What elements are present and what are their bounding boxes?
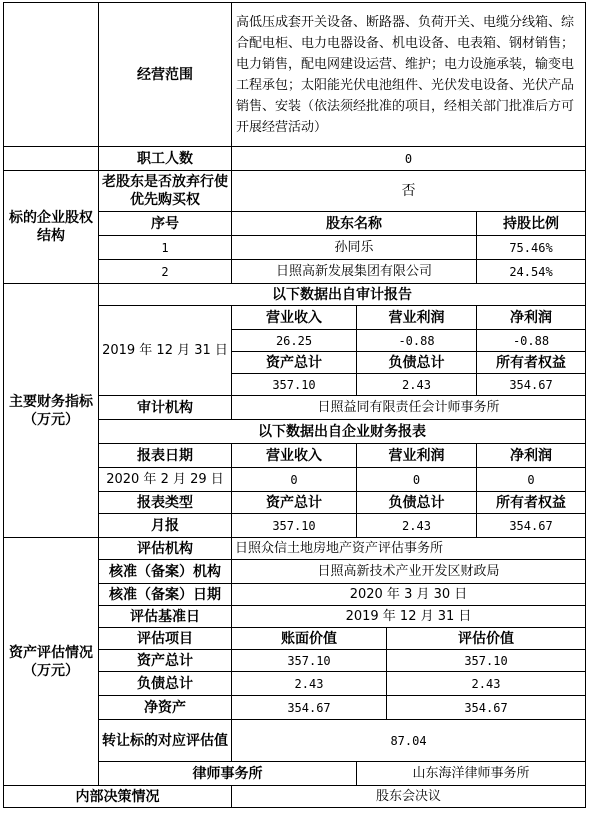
audit-h2-equity: 所有者权益 bbox=[477, 352, 586, 374]
valuation-row-eval: 354.67 bbox=[387, 696, 586, 720]
equity-row-no: 1 bbox=[99, 236, 232, 260]
agency-value: 日照众信土地房地产资产评估事务所 bbox=[232, 538, 586, 560]
equity-header-name: 股东名称 bbox=[232, 212, 477, 236]
approve-org-value: 日照高新技术产业开发区财政局 bbox=[232, 560, 586, 584]
auditor-label: 审计机构 bbox=[99, 396, 232, 420]
auditor-value: 日照益同有限责任会计师事务所 bbox=[232, 396, 586, 420]
audit-h1-revenue: 营业收入 bbox=[232, 306, 357, 330]
scope-label: 经营范围 bbox=[99, 3, 232, 147]
valuation-row-book: 357.10 bbox=[232, 650, 387, 672]
audit-v1-op-profit: -0.88 bbox=[357, 330, 477, 352]
audit-v1-net-profit: -0.88 bbox=[477, 330, 586, 352]
valuation-row-item: 资产总计 bbox=[99, 650, 232, 672]
audit-h2-assets: 资产总计 bbox=[232, 352, 357, 374]
law-value: 山东海洋律师事务所 bbox=[357, 762, 586, 786]
scope-text: 高低压成套开关设备、断路器、负荷开关、电缆分线箱、综合配电柜、电力电器设备、机电设备、电表箱、钢材销售；电力销售，配电网建设运营、维护；电力设施承装，输变电工程承包；太阳能光伏电池组件、光伏发电设备、光伏产品销售、安装（依法须经批准的项目，经相关部门批准后方可开展经营活动） bbox=[232, 3, 586, 147]
valuation-row-item: 净资产 bbox=[99, 696, 232, 720]
equity-row-name: 日照高新发展集团有限公司 bbox=[232, 260, 477, 284]
audit-v1-revenue: 26.25 bbox=[232, 330, 357, 352]
equity-header-no: 序号 bbox=[99, 212, 232, 236]
disclosure-table bbox=[3, 2, 586, 808]
agency-label: 评估机构 bbox=[99, 538, 232, 560]
audit-h1-op-profit: 营业利润 bbox=[357, 306, 477, 330]
equity-header-ratio: 持股比例 bbox=[477, 212, 586, 236]
law-label: 律师事务所 bbox=[99, 762, 357, 786]
valuation-header-item: 评估项目 bbox=[99, 628, 232, 650]
report-v-assets: 357.10 bbox=[232, 514, 357, 538]
equity-row-no: 2 bbox=[99, 260, 232, 284]
approve-org-label: 核准（备案）机构 bbox=[99, 560, 232, 584]
preempt-label: 老股东是否放弃行使优先购买权 bbox=[99, 171, 232, 212]
equity-section-label: 标的企业股权结构 bbox=[4, 171, 99, 284]
equity-row-ratio: 24.54% bbox=[477, 260, 586, 284]
equity-row-ratio: 75.46% bbox=[477, 236, 586, 260]
valuation-row-book: 2.43 bbox=[232, 672, 387, 696]
valuation-row-eval: 357.10 bbox=[387, 650, 586, 672]
report-h-op-profit: 营业利润 bbox=[357, 444, 477, 468]
decision-value: 股东会决议 bbox=[232, 786, 586, 808]
report-v-revenue: 0 bbox=[232, 468, 357, 492]
scope-blank-cell bbox=[4, 3, 99, 147]
report-v-op-profit: 0 bbox=[357, 468, 477, 492]
valuation-section-label: 资产评估情况（万元） bbox=[4, 538, 99, 786]
valuation-row-eval: 2.43 bbox=[387, 672, 586, 696]
report-h-revenue: 营业收入 bbox=[232, 444, 357, 468]
valuation-row-item: 负债总计 bbox=[99, 672, 232, 696]
valuation-header-book: 账面价值 bbox=[232, 628, 387, 650]
audit-v2-liabilities: 2.43 bbox=[357, 374, 477, 396]
valuation-row-book: 354.67 bbox=[232, 696, 387, 720]
transfer-label: 转让标的对应评估值 bbox=[99, 720, 232, 762]
report-h-equity: 所有者权益 bbox=[477, 492, 586, 514]
report-v-liabilities: 2.43 bbox=[357, 514, 477, 538]
staff-value: 0 bbox=[232, 147, 586, 171]
audit-v2-equity: 354.67 bbox=[477, 374, 586, 396]
report-title: 以下数据出自企业财务报表 bbox=[99, 420, 586, 444]
audit-h2-liabilities: 负债总计 bbox=[357, 352, 477, 374]
report-date-label: 报表日期 bbox=[99, 444, 232, 468]
report-h-liabilities: 负债总计 bbox=[357, 492, 477, 514]
finance-section-label: 主要财务指标（万元） bbox=[4, 284, 99, 538]
report-v-net-profit: 0 bbox=[477, 468, 586, 492]
equity-row-name: 孙同乐 bbox=[232, 236, 477, 260]
report-type: 月报 bbox=[99, 514, 232, 538]
report-v-equity: 354.67 bbox=[477, 514, 586, 538]
audit-v2-assets: 357.10 bbox=[232, 374, 357, 396]
approve-date-value: 2020 年 3 月 30 日 bbox=[232, 584, 586, 606]
audit-title: 以下数据出自审计报告 bbox=[99, 284, 586, 306]
transfer-value: 87.04 bbox=[232, 720, 586, 762]
staff-label: 职工人数 bbox=[99, 147, 232, 171]
report-type-label: 报表类型 bbox=[99, 492, 232, 514]
decision-label: 内部决策情况 bbox=[4, 786, 232, 808]
report-h-assets: 资产总计 bbox=[232, 492, 357, 514]
report-h-net-profit: 净利润 bbox=[477, 444, 586, 468]
base-date-value: 2019 年 12 月 31 日 bbox=[232, 606, 586, 628]
staff-blank-cell bbox=[4, 147, 99, 171]
approve-date-label: 核准（备案）日期 bbox=[99, 584, 232, 606]
report-date: 2020 年 2 月 29 日 bbox=[99, 468, 232, 492]
audit-date: 2019 年 12 月 31 日 bbox=[99, 306, 232, 396]
audit-h1-net-profit: 净利润 bbox=[477, 306, 586, 330]
base-date-label: 评估基准日 bbox=[99, 606, 232, 628]
valuation-header-eval: 评估价值 bbox=[387, 628, 586, 650]
preempt-value: 否 bbox=[232, 171, 586, 212]
